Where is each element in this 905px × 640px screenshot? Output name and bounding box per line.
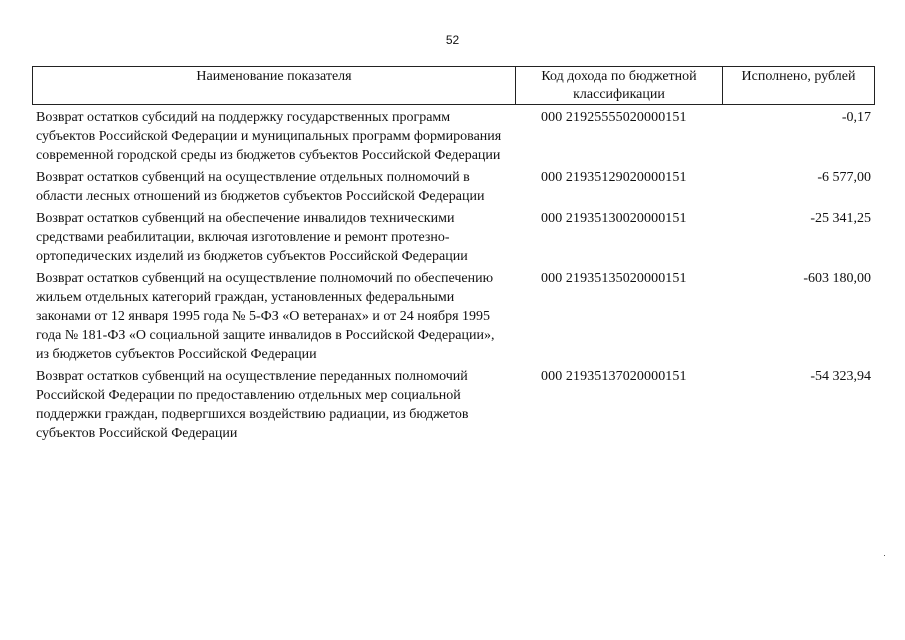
row-code: 000 21935130020000151: [541, 211, 687, 226]
row-amount: -603 180,00: [803, 271, 871, 286]
row-amount: -54 323,94: [810, 369, 871, 384]
scan-speck: [884, 555, 885, 556]
row-name: Возврат остатков субвенций на обеспечение инвалидов техническими средствами реабилитации, включая изготовление и ремонт протезно-ортопедических изделий из бюджетов субъектов Российской Федерации: [36, 211, 468, 264]
row-code: 000 21935129020000151: [541, 170, 687, 185]
row-code: 000 21935135020000151: [541, 271, 687, 286]
table-row: [32, 108, 875, 165]
table-body: [32, 108, 875, 446]
table-header: [32, 66, 875, 105]
row-name: Возврат остатков субвенций на осуществление переданных полномочий Российской Федерации по предоставлению отдельных мер социальной поддержки граждан, подвергшихся воздействию радиации, из бюджетов субъектов Российской Федерации: [36, 369, 469, 441]
row-amount: -0,17: [841, 110, 871, 125]
page-number: 52: [445, 33, 460, 47]
header-name-column: Наименование показателя: [33, 67, 516, 104]
table-row: [32, 209, 875, 266]
header-amount-column: Исполнено, рублей: [741, 69, 856, 84]
table-row: [32, 367, 875, 443]
row-name: Возврат остатков субвенций на осуществление полномочий по обеспечению жильем отдельных категорий граждан, установленных федеральными законами от 12 января 1995 года № 5-ФЗ «О ветеранах» и от 24 ноября 1995 года № 181-ФЗ «О социальной защите инвалидов в Российской Федерации», из бюджетов субъектов Российской Федерации: [36, 271, 495, 362]
row-code: 000 21925555020000151: [541, 110, 687, 125]
row-amount: -6 577,00: [817, 170, 871, 185]
row-name: Возврат остатков субвенций на осуществление отдельных полномочий в области лесных отношений из бюджетов субъектов Российской Федерации: [36, 170, 485, 204]
table-row: [32, 269, 875, 364]
header-code-column: Код дохода по бюджетной классификации: [516, 67, 723, 104]
row-code: 000 21935137020000151: [541, 369, 687, 384]
table-row: [32, 168, 875, 206]
row-amount: -25 341,25: [810, 211, 871, 226]
row-name: Возврат остатков субсидий на поддержку государственных программ субъектов Российской Федерации и муниципальных программ формирования современной городской среды из бюджетов субъектов Российской Федерации: [36, 110, 502, 163]
